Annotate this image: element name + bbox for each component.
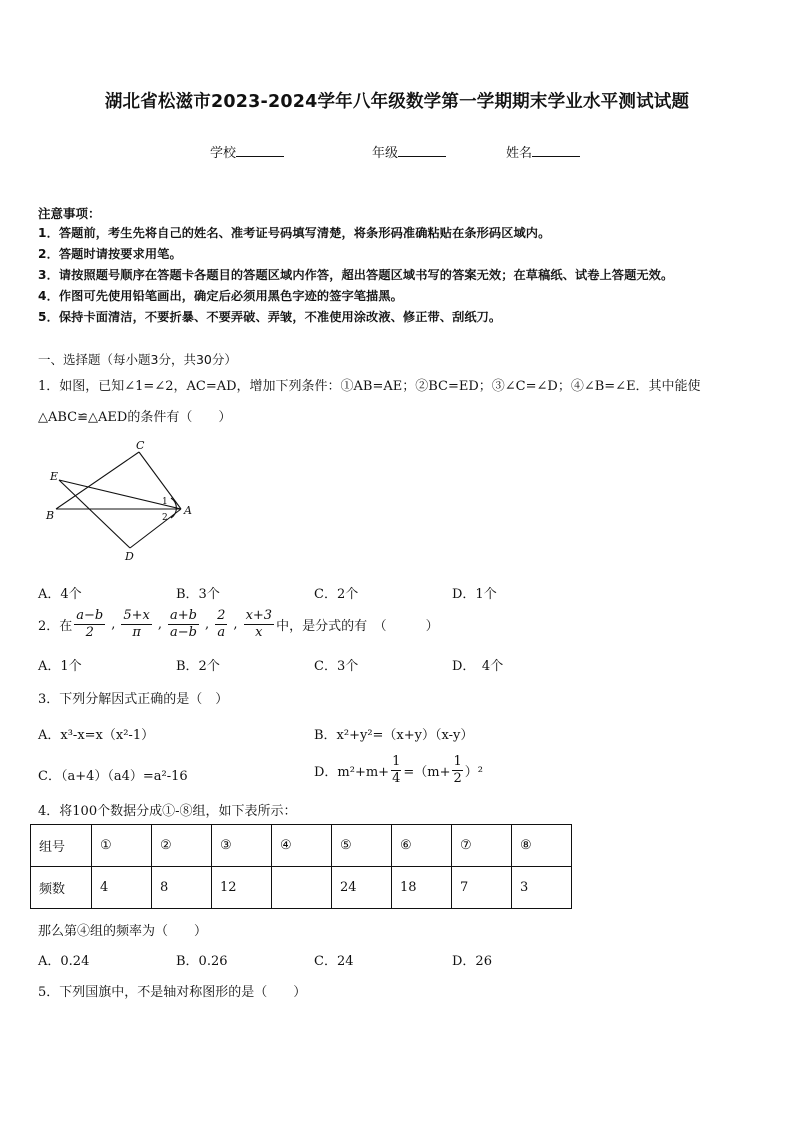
q1-option-c[interactable]: C．2个 xyxy=(314,587,359,602)
q1-option-b[interactable]: B．3个 xyxy=(176,587,220,602)
q2-option-b[interactable]: B．2个 xyxy=(176,659,220,674)
name-label: 姓名 xyxy=(506,146,533,161)
q1-stem: 1．如图，已知∠1=∠2，AC=AD，增加下列条件：①AB=AE；②BC=ED；③∠C=∠D；④∠B=∠E．其中能使 xyxy=(38,379,701,394)
page-title: 湖北省松滋市2023-2024学年八年级数学第一学期期末学业水平测试试题 xyxy=(104,92,690,112)
table-row xyxy=(31,867,572,909)
line-DA xyxy=(130,509,181,548)
note-item: 5．保持卡面清洁，不要折暴、不要弄破、弄皱，不准使用涂改液、修正带、刮纸刀。 xyxy=(38,310,502,324)
q3-stem: 3．下列分解因式正确的是（ ） xyxy=(38,692,229,707)
fraction: $\frac{x+3}{x}$ xyxy=(245,608,273,640)
q2-option-d[interactable]: D． 4个 xyxy=(452,659,504,674)
q1-option-a[interactable]: A．4个 xyxy=(38,587,82,602)
point-label-A: A xyxy=(184,504,192,517)
table-cell: ③ xyxy=(212,825,272,867)
point-label-E: E xyxy=(50,470,59,483)
note-item: 2．答题时请按要求用笔。 xyxy=(38,247,182,261)
school-label: 学校 xyxy=(210,146,237,161)
q4-option-b[interactable]: B．0.26 xyxy=(176,954,228,969)
q1-option-d[interactable]: D．1个 xyxy=(452,587,497,602)
fraction: $\frac{1}{2}$ xyxy=(453,754,462,786)
q3-d-suffix: ）² xyxy=(464,765,483,780)
frequency-table xyxy=(30,824,572,909)
q2-prefix: 2．在 xyxy=(38,619,73,634)
name-field[interactable] xyxy=(506,142,580,161)
q2-option-a[interactable]: A．1个 xyxy=(38,659,82,674)
table-row xyxy=(31,825,572,867)
point-label-D: D xyxy=(125,550,134,563)
table-cell: 7 xyxy=(452,867,512,909)
fraction: $\frac{5+x}{\pi}$ xyxy=(123,608,150,640)
q4-option-c[interactable]: C．24 xyxy=(314,954,354,969)
fraction: $\frac{2}{a}$ xyxy=(217,608,226,640)
q4-option-a[interactable]: A．0.24 xyxy=(38,954,90,969)
table-cell: 12 xyxy=(212,867,272,909)
fraction: $\frac{a+b}{a-b}$ xyxy=(170,608,197,640)
grade-field[interactable] xyxy=(372,142,446,161)
q2-suffix: 中，是分式的有 （ ） xyxy=(276,619,439,634)
point-label-B: B xyxy=(46,509,55,522)
table-cell: 频数 xyxy=(31,867,92,909)
grade-label: 年级 xyxy=(372,146,399,161)
q5-stem: 5．下列国旗中，不是轴对称图形的是（ ） xyxy=(38,985,307,1000)
table-cell: ② xyxy=(152,825,212,867)
q4-stem: 4．将100个数据分成①-⑧组，如下表所示： xyxy=(38,804,297,819)
table-cell: 24 xyxy=(332,867,392,909)
angle-label-2: 2 xyxy=(162,513,168,523)
table-cell xyxy=(272,867,332,909)
table-cell: ⑥ xyxy=(392,825,452,867)
table-cell: 组号 xyxy=(31,825,92,867)
line-BC xyxy=(56,452,139,509)
fraction: $\frac{a-b}{2}$ xyxy=(76,608,104,640)
q3-option-a[interactable]: A．x³-x=x（x²-1） xyxy=(38,728,155,743)
q1-stem-2: △ABC≌△AED的条件有（ ） xyxy=(38,410,232,425)
q2-option-c[interactable]: C．3个 xyxy=(314,659,359,674)
q2-stem: 2．在 $\frac{a-b}{2}$ , $\frac{5+x}{\pi}$ , $\frac{a+b}{a-b}$ , $\frac{2}{a}$ , $\frac{x+3}{x}$ 中，是分式的有 （ ） xyxy=(38,608,439,640)
table-cell: ① xyxy=(92,825,152,867)
section-heading: 一、选择题（每小题3分，共30分） xyxy=(38,352,237,367)
table-cell: ⑧ xyxy=(512,825,572,867)
name-blank xyxy=(532,144,580,157)
q4-question: 那么第④组的频率为（ ） xyxy=(38,924,208,939)
table-cell: 4 xyxy=(92,867,152,909)
note-item: 4．作图可先使用铅笔画出，确定后必须用黑色字迹的签字笔描黑。 xyxy=(38,289,403,303)
q3-option-d[interactable] xyxy=(314,754,483,787)
geometry-figure xyxy=(40,440,200,570)
table-cell: 3 xyxy=(512,867,572,909)
table-cell: ⑦ xyxy=(452,825,512,867)
table-cell: ④ xyxy=(272,825,332,867)
table-cell: 8 xyxy=(152,867,212,909)
table-cell: 18 xyxy=(392,867,452,909)
line-ED xyxy=(59,480,130,548)
q4-option-d[interactable]: D．26 xyxy=(452,954,492,969)
table-cell: ⑤ xyxy=(332,825,392,867)
note-item: 1．答题前，考生先将自己的姓名、准考证号码填写清楚，将条形码准确粘贴在条形码区域内。 xyxy=(38,226,551,240)
grade-blank xyxy=(398,144,446,157)
fraction: $\frac{1}{4}$ xyxy=(392,754,401,786)
school-blank xyxy=(236,144,284,157)
q3-option-c[interactable]: C．（a+4）（a4）=a²-16 xyxy=(38,769,188,784)
school-field[interactable] xyxy=(210,142,284,161)
point-label-C: C xyxy=(136,440,145,452)
q3-d-prefix: D．m²+m+ xyxy=(314,765,390,780)
q3-d-mid: =（m+ xyxy=(403,765,451,780)
notes-heading: 注意事项： xyxy=(38,206,101,221)
q3-option-b[interactable]: B．x²+y²=（x+y）（x-y） xyxy=(314,728,474,743)
note-item: 3．请按照题号顺序在答题卡各题目的答题区域内作答，超出答题区域书写的答案无效；在草稿纸、试卷上答题无效。 xyxy=(38,268,674,282)
angle-label-1: 1 xyxy=(162,497,168,507)
